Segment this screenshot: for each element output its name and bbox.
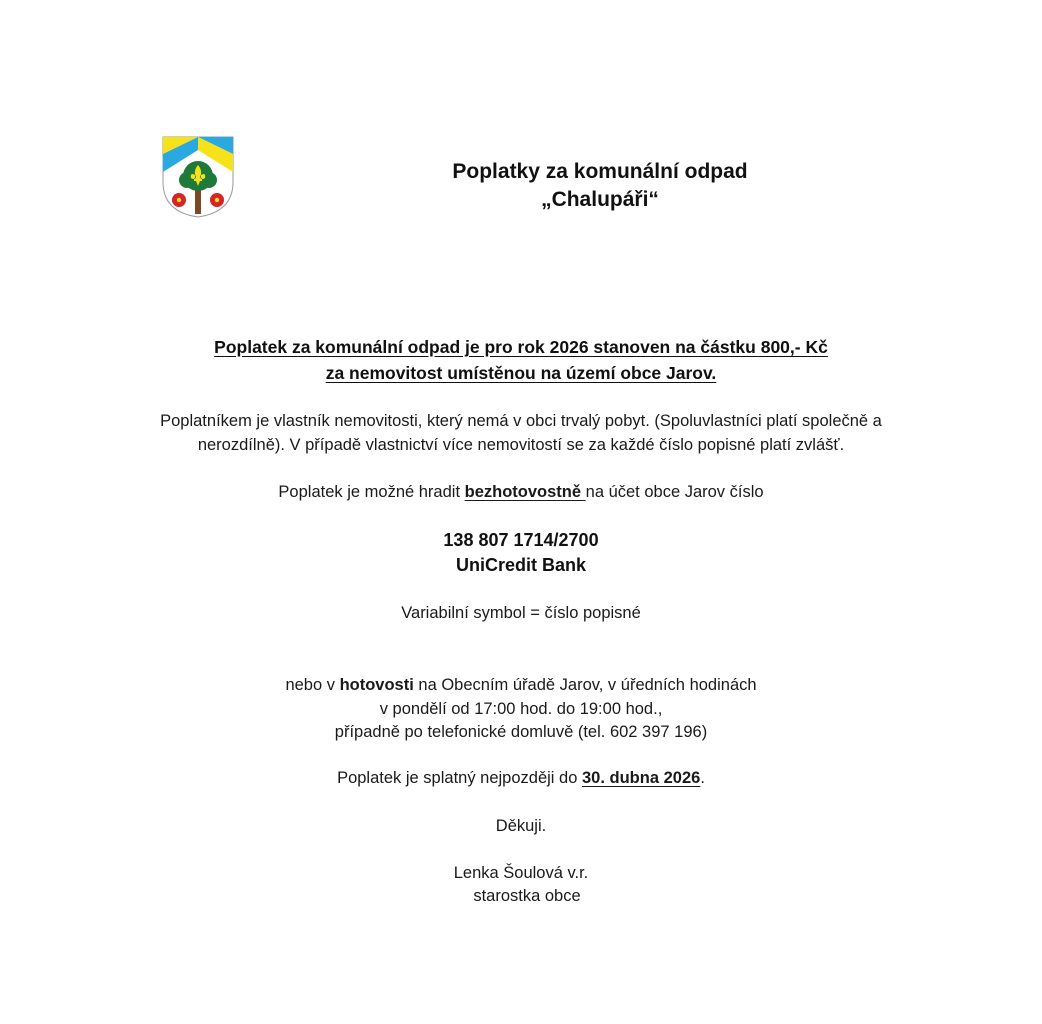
- payment-method-cashless: bezhotovostně: [464, 483, 586, 501]
- cash-payment-line-3: případně po telefonické domluvě (tel. 602 397 196): [334, 723, 708, 741]
- signature-title: starostka obce: [473, 887, 581, 905]
- title-line-1: Poplatky za komunální odpad: [452, 160, 748, 183]
- document-title: [400, 158, 800, 214]
- due-text: Poplatek je splatný nejpozději do: [337, 769, 582, 787]
- cash-text: nebo v: [285, 676, 340, 694]
- payment-intro: [0, 480, 1042, 504]
- cash-payment-line-1: [0, 673, 1042, 697]
- signature-name: Lenka Šoulová v.r.: [453, 864, 589, 882]
- due-text-end: .: [700, 769, 705, 787]
- due-date-line: [0, 766, 1042, 790]
- variable-symbol: Variabilní symbol = číslo popisné: [401, 604, 641, 622]
- fee-heading-line-1: Poplatek za komunální odpad je pro rok 2026 stanoven na částku 800,- Kč: [214, 337, 828, 357]
- payment-intro-text: Poplatek je možné hradit: [278, 483, 465, 501]
- cash-payment-line-2: v pondělí od 17:00 hod. do 19:00 hod.,: [379, 700, 663, 718]
- bank-name: UniCredit Bank: [455, 555, 587, 575]
- payer-paragraph-line-1: Poplatníkem je vlastník nemovitosti, který nemá v obci trvalý pobyt. (Spoluvlastníci platí společně a: [160, 412, 882, 430]
- thanks: Děkuji.: [495, 817, 547, 835]
- cash-text-end: na Obecním úřadě Jarov, v úředních hodinách: [413, 676, 757, 694]
- fee-heading-line-2: za nemovitost umístěnou na území obce Jarov.: [325, 363, 717, 383]
- due-date: 30. dubna 2026: [582, 769, 701, 787]
- title-line-2: „Chalupáři“: [541, 188, 659, 211]
- payment-method-cash: hotovosti: [339, 676, 414, 694]
- coat-of-arms-icon: [162, 136, 234, 218]
- payer-paragraph-line-2: nerozdílně). V případě vlastnictví více nemovitostí se za každé číslo popisné platí zvlášť.: [197, 436, 845, 454]
- account-number: 138 807 1714/2700: [443, 530, 599, 550]
- payment-intro-text-end: na účet obce Jarov číslo: [585, 483, 764, 501]
